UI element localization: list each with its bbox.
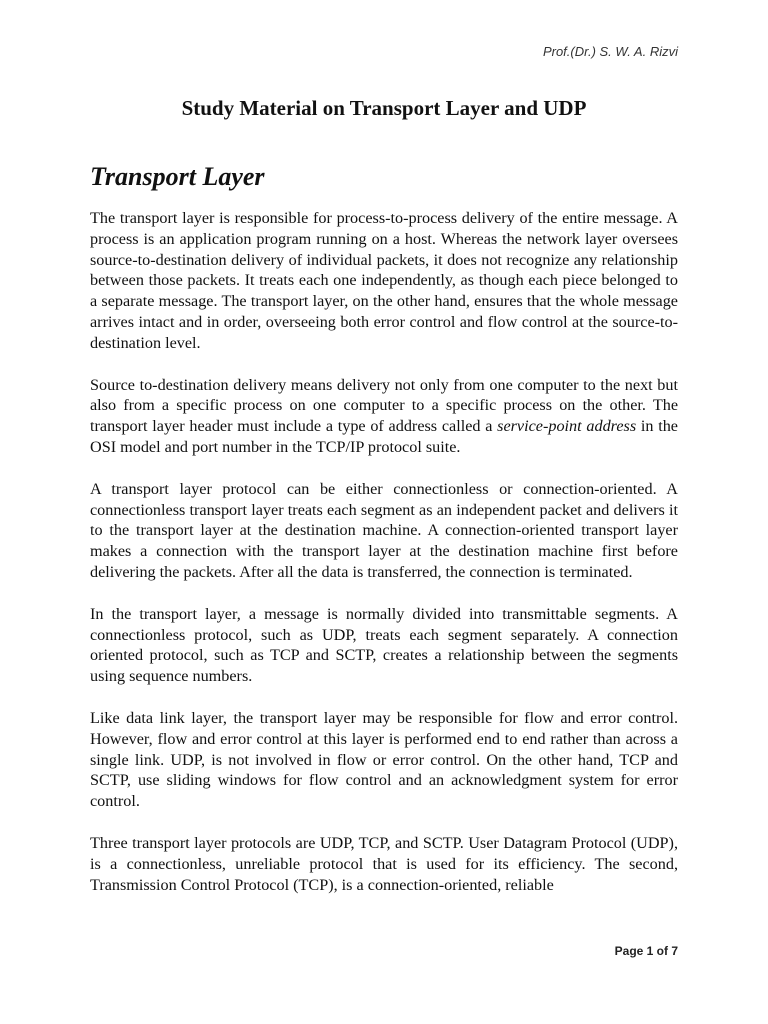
paragraph-2-text-before: Source to-destination delivery means delivery not only from one computer to the next but also from a specific process on one computer to a specific process on the other. The transport layer header must include a type of address called a [90,375,678,436]
body-text [90,208,678,895]
paragraph-1: The transport layer is responsible for process-to-process delivery of the entire message. A process is an application program running on a host. Whereas the network layer oversees source-to-destination delivery of individual packets, it does not recognize any relationship between those packets. It treats each one independently, as though each piece belonged to a separate message. The transport layer, on the other hand, ensures that the whole message arrives intact and in order, overseeing both error control and flow control at the source-to-destination level. [90,209,678,352]
author-header: Prof.(Dr.) S. W. A. Rizvi [542,44,678,59]
paragraph-5: Like data link layer, the transport layer may be responsible for flow and error control. However, flow and error control at this layer is performed end to end rather than across a single link. UDP, is not involved in flow or error control. On the other hand, TCP and SCTP, use sliding windows for flow control and an acknowledgment system for error control. [90,708,678,811]
paragraph-4: In the transport layer, a message is normally divided into transmittable segments. A connectionless protocol, such as UDP, treats each segment separately. A connection oriented protocol, such as TCP and SCTP, creates a relationship between the segments using sequence numbers. [90,604,678,686]
paragraph-2-emphasis: service-point address [497,417,637,436]
page-number: Page 1 of 7 [614,944,678,958]
paragraph-2-text-after: in the OSI model and port number in the TCP/IP protocol suite. [90,417,678,456]
paragraph-2 [90,375,678,458]
section-heading: Transport Layer [90,162,265,191]
paragraph-3: A transport layer protocol can be either connectionless or connection-oriented. A connectionless transport layer treats each segment as an independent packet and delivers it to the transport layer at the destination machine. A connection-oriented transport layer makes a connection with the transport layer at the destination machine first before delivering the packets. After all the data is transferred, the connection is terminated. [90,479,678,581]
paragraph-6: Three transport layer protocols are UDP, TCP, and SCTP. User Datagram Protocol (UDP), is a connectionless, unreliable protocol that is used for its efficiency. The second, Transmission Control Protocol (TCP), is a connection-oriented, reliable [90,833,678,894]
document-title: Study Material on Transport Layer and UDP [181,96,587,120]
